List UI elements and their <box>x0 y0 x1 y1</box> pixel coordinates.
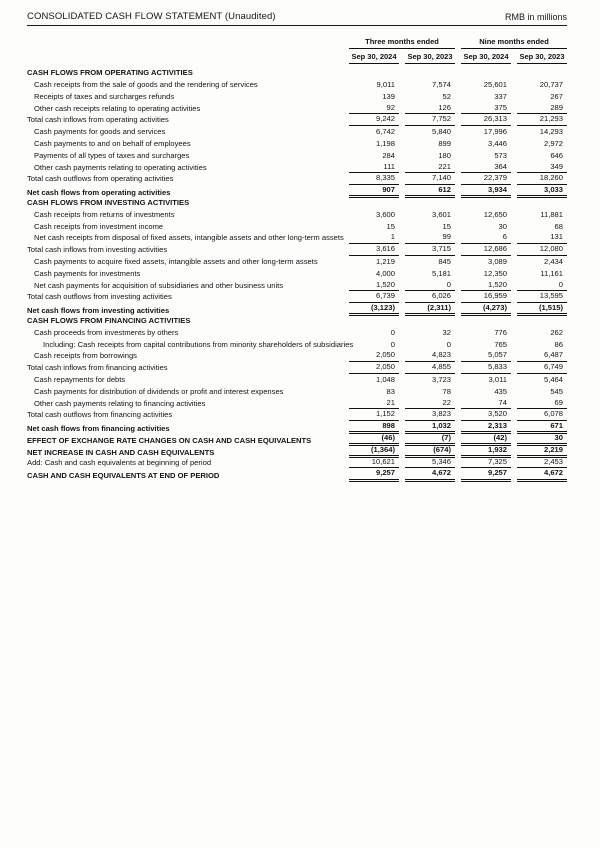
cell-value-col1: 4,672 <box>405 468 455 482</box>
cell-value-col2 <box>461 197 511 209</box>
column-header-1: Sep 30, 2023 <box>405 50 455 64</box>
table-row <box>27 197 567 209</box>
cell-value-col0: 3,600 <box>375 209 395 219</box>
cell-value-col2: 364 <box>461 161 511 173</box>
row-label: Total cash outflows from investing activities <box>27 292 172 302</box>
table-row <box>27 397 567 409</box>
cell-value-col2: 30 <box>498 221 507 231</box>
cell-value-col0: 898 <box>349 421 399 435</box>
cell-value-col1: 6,026 <box>405 291 455 303</box>
cell-value-col3: 4,672 <box>517 468 567 482</box>
table-row <box>27 315 567 327</box>
page-content <box>27 11 567 480</box>
cell-value-col3: 671 <box>517 421 567 435</box>
column-group-row <box>27 37 567 49</box>
cell-value-col3: 68 <box>554 221 563 231</box>
cell-value-col0: 6,739 <box>349 291 399 303</box>
row-label: Cash proceeds from investments by others <box>34 327 179 337</box>
cell-value-col3: 20,737 <box>539 80 563 90</box>
cell-value-col0: 83 <box>386 386 395 396</box>
cell-value-col1: 78 <box>442 386 451 396</box>
cell-value-col2: 12,350 <box>483 268 507 278</box>
table-row <box>27 362 567 374</box>
cell-value-col2: 9,257 <box>461 468 511 482</box>
cell-value-col0: (46) <box>349 433 399 447</box>
row-label: Total cash outflows from operating activities <box>27 174 174 184</box>
table-row <box>27 327 567 339</box>
column-header-2: Sep 30, 2024 <box>461 50 511 64</box>
cell-value-col2: 1,520 <box>461 279 511 291</box>
row-label: Cash receipts from returns of investments <box>34 209 175 219</box>
cell-value-col1: 3,715 <box>405 244 455 256</box>
row-label: Net cash flows from financing activities <box>27 423 170 433</box>
cell-value-col0 <box>349 67 399 79</box>
table-row <box>27 256 567 268</box>
cell-value-col0: 907 <box>349 185 399 199</box>
table-row <box>27 91 567 103</box>
cell-value-col0: 6,742 <box>375 127 395 137</box>
cell-value-col3: 5,464 <box>543 375 563 385</box>
cell-value-col1 <box>405 67 455 79</box>
cell-value-col1 <box>405 315 455 327</box>
cell-value-col2: 337 <box>494 91 507 101</box>
cell-value-col3: 12,080 <box>517 244 567 256</box>
cell-value-col0: 1,152 <box>349 409 399 421</box>
cell-value-col2: (42) <box>461 433 511 447</box>
cell-value-col0: 9,242 <box>349 114 399 126</box>
cell-value-col0 <box>349 197 399 209</box>
table-body <box>27 67 567 480</box>
document-header <box>27 11 567 26</box>
cell-value-col2: 16,959 <box>461 291 511 303</box>
row-label: EFFECT OF EXCHANGE RATE CHANGES ON CASH AND CASH EQUIVALENTS <box>27 435 312 445</box>
cell-value-col0: 21 <box>349 397 399 409</box>
cell-value-col1: 3,823 <box>405 409 455 421</box>
cell-value-col1: 3,723 <box>431 375 451 385</box>
cell-value-col1: 899 <box>438 139 451 149</box>
cell-value-col2: 6 <box>461 232 511 244</box>
cell-value-col3: 6,749 <box>517 362 567 374</box>
cell-value-col3 <box>517 197 567 209</box>
cell-value-col3: 30 <box>517 433 567 447</box>
cell-value-col1: 5,181 <box>431 268 451 278</box>
spacer-cell <box>27 50 343 64</box>
row-label: Cash payments to acquire fixed assets, intangible assets and other long-term assets <box>34 257 318 267</box>
table-row <box>27 338 567 350</box>
table-row <box>27 279 567 291</box>
table-row <box>27 220 567 232</box>
row-label: Other cash payments relating to operating activities <box>34 162 207 172</box>
cell-value-col3 <box>517 67 567 79</box>
cell-value-col3: 646 <box>550 150 563 160</box>
cell-value-col3: 131 <box>517 232 567 244</box>
cell-value-col1: 612 <box>405 185 455 199</box>
cell-value-col0: 1,048 <box>375 375 395 385</box>
cell-value-col3: 2,434 <box>543 257 563 267</box>
row-label: Total cash outflows from financing activities <box>27 410 173 420</box>
cell-value-col2 <box>461 315 511 327</box>
row-label: Payments of all types of taxes and surcharges <box>34 150 190 160</box>
cell-value-col2: 25,601 <box>483 80 507 90</box>
cell-value-col0: 0 <box>390 327 395 337</box>
cell-value-col1: 7,140 <box>405 173 455 185</box>
cell-value-col2: 22,379 <box>461 173 511 185</box>
table-row <box>27 138 567 150</box>
column-group-three-months: Three months ended <box>349 37 455 49</box>
cell-value-col3: 289 <box>517 102 567 114</box>
cell-value-col0: 284 <box>382 150 395 160</box>
cell-value-col1: 7,752 <box>405 114 455 126</box>
row-label: Including: Cash receipts from capital contributions from minority shareholders of subsidiaries <box>43 339 354 349</box>
table-row <box>27 114 567 126</box>
cell-value-col1: 22 <box>405 397 455 409</box>
cell-value-col3: 349 <box>517 161 567 173</box>
cell-value-col0: 139 <box>382 91 395 101</box>
cell-value-col0: 10,621 <box>349 456 399 468</box>
cell-value-col3: 2,972 <box>543 139 563 149</box>
table-row <box>27 232 567 244</box>
cell-value-col1: (674) <box>405 445 455 459</box>
row-label: Cash receipts from the sale of goods and the rendering of services <box>34 80 258 90</box>
cell-value-col1: 15 <box>442 221 451 231</box>
cell-value-col3: 6,487 <box>517 350 567 362</box>
cell-value-col0: 4,000 <box>375 268 395 278</box>
cell-value-col3: 3,033 <box>517 185 567 199</box>
cell-value-col0: 1 <box>349 232 399 244</box>
cell-value-col3: (1,515) <box>517 303 567 317</box>
cell-value-col1: 4,823 <box>405 350 455 362</box>
cell-value-col0: 9,011 <box>376 80 395 90</box>
row-label: Cash payments for distribution of dividends or profit and interest expenses <box>34 386 284 396</box>
cell-value-col3: 13,595 <box>517 291 567 303</box>
column-date-row <box>27 50 567 64</box>
cell-value-col3: 2,453 <box>517 456 567 468</box>
cell-value-col1: 845 <box>438 257 451 267</box>
cell-value-col2: 2,313 <box>461 421 511 435</box>
table-header <box>27 37 567 64</box>
cell-value-col0: 9,257 <box>349 468 399 482</box>
row-label: Total cash inflows from investing activities <box>27 245 168 255</box>
cell-value-col1: 3,601 <box>431 209 451 219</box>
spacer-cell <box>27 37 343 49</box>
cell-value-col2: 3,934 <box>461 185 511 199</box>
table-row <box>27 433 567 445</box>
column-group-nine-months: Nine months ended <box>461 37 567 49</box>
cell-value-col3: 69 <box>517 397 567 409</box>
cell-value-col3: 18,260 <box>517 173 567 185</box>
table-row <box>27 291 567 303</box>
cell-value-col2: 5,833 <box>461 362 511 374</box>
table-row <box>27 386 567 398</box>
cell-value-col0: 0 <box>390 339 395 349</box>
row-label: Total cash inflows from operating activities <box>27 115 169 125</box>
cell-value-col3: 14,293 <box>539 127 563 137</box>
table-row <box>27 303 567 315</box>
cell-value-col3: 2,219 <box>517 445 567 459</box>
table-row <box>27 374 567 386</box>
cell-value-col1: 52 <box>442 91 451 101</box>
cell-value-col2: 3,520 <box>461 409 511 421</box>
cell-value-col0: 2,050 <box>349 350 399 362</box>
cell-value-col2: 17,996 <box>483 127 507 137</box>
cell-value-col0: 1,198 <box>375 139 395 149</box>
row-label: Cash payments to and on behalf of employees <box>34 139 191 149</box>
cell-value-col3: 267 <box>550 91 563 101</box>
row-label: Cash payments for investments <box>34 268 141 278</box>
row-label: Other cash receipts relating to operating activities <box>34 103 201 113</box>
cell-value-col0 <box>349 315 399 327</box>
row-label: Receipts of taxes and surcharges refunds <box>34 91 175 101</box>
cell-value-col0: 2,050 <box>349 362 399 374</box>
table-row <box>27 185 567 197</box>
cell-value-col1: (7) <box>405 433 455 447</box>
cell-value-col0: 1,520 <box>349 279 399 291</box>
table-row <box>27 244 567 256</box>
cell-value-col2 <box>461 67 511 79</box>
cell-value-col0: 92 <box>349 102 399 114</box>
table-row <box>27 161 567 173</box>
cell-value-col1: 5,346 <box>405 456 455 468</box>
column-header-3: Sep 30, 2023 <box>517 50 567 64</box>
cell-value-col3: 11,881 <box>540 209 563 219</box>
table-row <box>27 409 567 421</box>
row-label: Net cash flows from investing activities <box>27 305 170 315</box>
row-label: Cash repayments for debts <box>34 375 126 385</box>
table-row <box>27 421 567 433</box>
table-row <box>27 445 567 457</box>
table-row <box>27 268 567 280</box>
cell-value-col3: 21,293 <box>517 114 567 126</box>
row-label: Other cash payments relating to financing activities <box>34 398 206 408</box>
table-row <box>27 79 567 91</box>
row-label: Net cash receipts from disposal of fixed assets, intangible assets and other long-term assets <box>34 233 344 243</box>
cell-value-col2: 1,932 <box>461 445 511 459</box>
cell-value-col0: 3,616 <box>349 244 399 256</box>
cell-value-col2: 776 <box>494 327 507 337</box>
cell-value-col1: 7,574 <box>431 80 451 90</box>
row-label: CASH AND CASH EQUIVALENTS AT END OF PERIOD <box>27 471 220 481</box>
table-row <box>27 102 567 114</box>
table-row <box>27 468 567 480</box>
cell-value-col2: 74 <box>461 397 511 409</box>
cell-value-col1: 180 <box>438 150 451 160</box>
cell-value-col0: (1,364) <box>349 445 399 459</box>
cell-value-col0: 1,219 <box>375 257 395 267</box>
cell-value-col0: 15 <box>386 221 395 231</box>
row-label: Cash receipts from investment income <box>34 221 164 231</box>
row-label: CASH FLOWS FROM INVESTING ACTIVITIES <box>27 198 190 208</box>
cell-value-col1: 99 <box>405 232 455 244</box>
cell-value-col1: 1,032 <box>405 421 455 435</box>
table-row <box>27 350 567 362</box>
cell-value-col1: (2,311) <box>405 303 455 317</box>
cell-value-col2: 3,089 <box>487 257 507 267</box>
cell-value-col2: 765 <box>494 339 507 349</box>
currency-unit-label: RMB in millions <box>504 12 567 22</box>
cell-value-col3: 86 <box>554 339 563 349</box>
cell-value-col2: 375 <box>461 102 511 114</box>
cell-value-col3 <box>517 315 567 327</box>
row-label: Cash receipts from borrowings <box>34 351 137 361</box>
cell-value-col2: 573 <box>494 150 507 160</box>
cell-value-col3: 6,078 <box>517 409 567 421</box>
table-row <box>27 150 567 162</box>
row-label: Total cash inflows from financing activities <box>27 363 168 373</box>
cell-value-col2: 12,686 <box>461 244 511 256</box>
cell-value-col0: 111 <box>349 161 399 173</box>
row-label: Net cash flows from operating activities <box>27 187 171 197</box>
cell-value-col3: 0 <box>517 279 567 291</box>
row-label: NET INCREASE IN CASH AND CASH EQUIVALENTS <box>27 447 215 457</box>
cell-value-col1: 0 <box>446 339 451 349</box>
cell-value-col2: 26,313 <box>461 114 511 126</box>
page-title: CONSOLIDATED CASH FLOW STATEMENT (Unaudited) <box>27 11 276 22</box>
cell-value-col1: 4,855 <box>405 362 455 374</box>
row-label: CASH FLOWS FROM OPERATING ACTIVITIES <box>27 68 193 78</box>
cell-value-col1: 221 <box>405 161 455 173</box>
cell-value-col0: (3,123) <box>349 303 399 317</box>
row-label: Cash payments for goods and services <box>34 127 166 137</box>
table-row <box>27 67 567 79</box>
cell-value-col1: 5,840 <box>431 127 451 137</box>
cell-value-col0: 8,335 <box>349 173 399 185</box>
row-label: Add: Cash and cash equivalents at beginning of period <box>27 457 212 467</box>
table-row <box>27 173 567 185</box>
cell-value-col2: 5,057 <box>461 350 511 362</box>
row-label: Net cash payments for acquisition of subsidiaries and other business units <box>34 280 284 290</box>
cell-value-col2: 435 <box>494 386 507 396</box>
cell-value-col2: 3,011 <box>488 375 507 385</box>
cell-value-col3: 545 <box>550 386 563 396</box>
column-header-0: Sep 30, 2024 <box>349 50 399 64</box>
table-row <box>27 126 567 138</box>
cell-value-col3: 262 <box>550 327 563 337</box>
cell-value-col2: (4,273) <box>461 303 511 317</box>
cell-value-col1: 0 <box>405 279 455 291</box>
cell-value-col3: 11,161 <box>540 268 563 278</box>
row-label: CASH FLOWS FROM FINANCING ACTIVITIES <box>27 316 191 326</box>
cell-value-col2: 3,446 <box>487 139 507 149</box>
table-row <box>27 209 567 221</box>
cell-value-col2: 7,325 <box>461 456 511 468</box>
cell-value-col2: 12,650 <box>483 209 507 219</box>
table-row <box>27 456 567 468</box>
cell-value-col1 <box>405 197 455 209</box>
cell-value-col1: 32 <box>442 327 451 337</box>
cell-value-col1: 126 <box>405 102 455 114</box>
